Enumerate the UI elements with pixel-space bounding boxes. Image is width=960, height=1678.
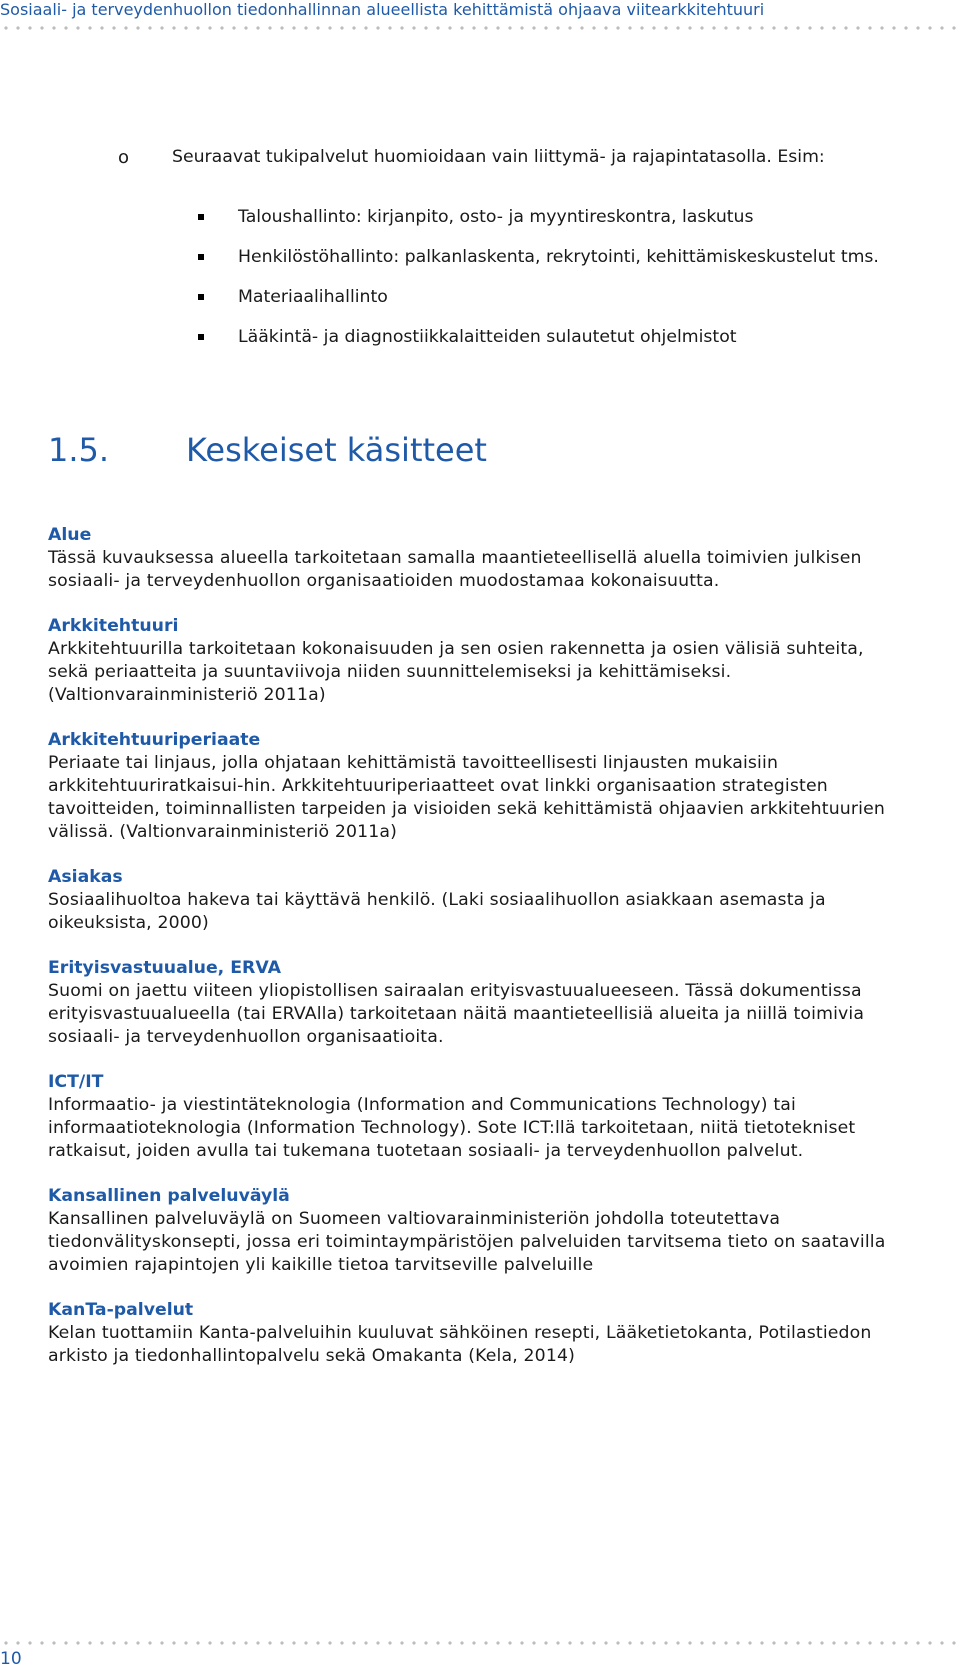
definition-entry (48, 1299, 904, 1368)
definition-entry (48, 524, 904, 593)
term-title: ICT/IT (48, 1072, 104, 1092)
term-description: Periaate tai linjaus, jolla ohjataan kehittämistä tavoitteellisesti linjausten mukaisiin arkkitehtuuriratkaisui-hin. Arkkitehtuuriperiaatteet ovat linkki organisaation strategisten tavoitteiden, toiminnallisten tarpeiden ja visioiden sekä kehittämistä ohjaavien arkkitehtuurien välissä. (Valtionvarainministeriö 2011a) (48, 753, 885, 842)
sub-list-item-text: Materiaalihallinto (238, 287, 388, 307)
definition-entry (48, 729, 904, 844)
definition-entry (48, 615, 904, 707)
term-description: Kelan tuottamiin Kanta-palveluihin kuuluvat sähköinen resepti, Lääketietokanta, Potilastiedon arkisto ja tiedonhallintopalvelu sekä Omakanta (Kela, 2014) (48, 1323, 872, 1366)
term-description: Suomi on jaettu viiteen yliopistollisen sairaalan erityisvastuualueeseen. Tässä dokumentissa erityisvastuualueella (tai ERVAlla) tarkoitetaan näitä maantieteellisiä alueita ja niillä toimivia sosiaali- ja terveydenhuollon organisaatioita. (48, 981, 865, 1047)
sub-list-item-text: Taloushallinto: kirjanpito, osto- ja myyntireskontra, laskutus (238, 207, 754, 227)
term-description: Tässä kuvauksessa alueella tarkoitetaan samalla maantieteellisellä aluella toimivien julkisen sosiaali- ja terveydenhuollon organisaatioiden muodostamaa kokonaisuutta. (48, 548, 862, 591)
term-description: Kansallinen palveluväylä on Suomeen valtiovarainministeriön johdolla toteutettava tiedonvälityskonsepti, jossa eri toimintaympäristöjen palveluiden tarvitsema tieto on saatavilla avoimien rajapintojen yli kaikille tietoa tarvitseville palveluille (48, 1209, 886, 1275)
list-item (120, 146, 860, 169)
term-title: KanTa-palvelut (48, 1300, 194, 1320)
term-description: Informaatio- ja viestintäteknologia (Information and Communications Technology) tai informaatioteknologia (Information Technology). Sote ICT:llä tarkoitetaan, niitä tietotekniset ratkaisut, joiden avulla tai tukemana tuotetaan sosiaali- ja terveydenhuollon palvelut. (48, 1095, 856, 1161)
definition-entry (48, 866, 904, 935)
square-bullet-icon (198, 334, 204, 340)
section-title: Keskeiset käsitteet (186, 431, 487, 469)
square-bullet-icon (198, 254, 204, 260)
sub-list-item-text: Henkilöstöhallinto: palkanlaskenta, rekrytointi, kehittämiskeskustelut tms. (238, 247, 879, 267)
section-number: 1.5. (48, 431, 110, 469)
sub-list-item (198, 246, 888, 269)
term-title: Arkkitehtuuriperiaate (48, 730, 261, 750)
footer-dotted-rule (0, 1641, 960, 1645)
definition-entry (48, 1185, 904, 1277)
sub-list-item (198, 206, 888, 229)
definitions-list (48, 524, 904, 1390)
definition-entry (48, 1071, 904, 1163)
page-header-title: Sosiaali- ja terveydenhuollon tiedonhallinnan alueellista kehittämistä ohjaava viitearkkitehtuuri (0, 0, 765, 19)
term-title: Erityisvastuualue, ERVA (48, 958, 281, 978)
term-description: Arkkitehtuurilla tarkoitetaan kokonaisuuden ja sen osien rakennetta ja osien välisiä suhteita, sekä periaatteita ja suuntaviivoja niiden suunnittelemiseksi ja kehittämiseksi. (Valtionvarainministeriö 2011a) (48, 639, 864, 705)
sub-list (198, 206, 888, 366)
sub-list-item (198, 326, 888, 349)
circle-bullet-icon: o (118, 147, 130, 168)
sub-list-item-text: Lääkintä- ja diagnostiikkalaitteiden sulautetut ohjelmistot (238, 327, 737, 347)
header-dotted-rule (0, 26, 960, 30)
square-bullet-icon (198, 294, 204, 300)
square-bullet-icon (198, 214, 204, 220)
term-title: Asiakas (48, 867, 123, 887)
page-number: 10 (0, 1649, 22, 1669)
definition-entry (48, 957, 904, 1049)
term-title: Arkkitehtuuri (48, 616, 179, 636)
list-item-text: Seuraavat tukipalvelut huomioidaan vain liittymä- ja rajapintatasolla. Esim: (172, 147, 825, 167)
term-title: Alue (48, 525, 92, 545)
term-description: Sosiaalihuoltoa hakeva tai käyttävä henkilö. (Laki sosiaalihuollon asiakkaan asemasta ja oikeuksista, 2000) (48, 890, 826, 933)
section-heading (48, 430, 487, 470)
term-title: Kansallinen palveluväylä (48, 1186, 290, 1206)
sub-list-item (198, 286, 888, 309)
